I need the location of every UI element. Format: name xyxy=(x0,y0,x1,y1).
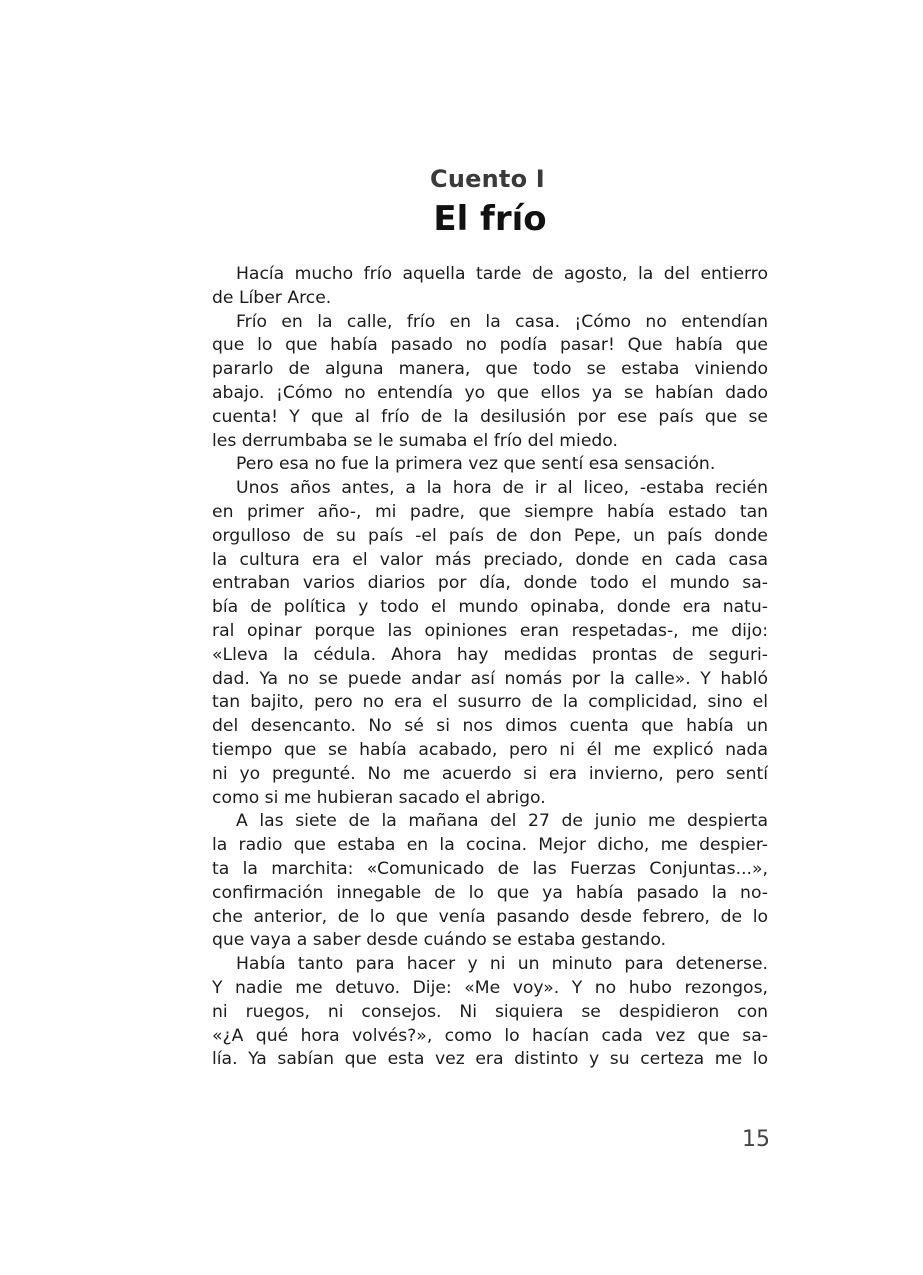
text-line: Pero esa no fue la primera vez que sentí esa sensación. xyxy=(236,454,716,475)
text-line: les derrumbaba se le sumaba el frío del miedo. xyxy=(212,430,618,451)
text-line: tan bajito, pero no era el susurro de la complicidad, sino el xyxy=(212,692,768,713)
text-line: «Lleva la cédula. Ahora hay medidas prontas de seguri- xyxy=(212,644,768,665)
text-line: la cultura era el valor más preciado, donde en cada casa xyxy=(212,549,768,570)
text-line: que lo que había pasado no podía pasar! Que había que xyxy=(212,335,768,356)
text-line: ni yo pregunté. No me acuerdo si era invierno, pero sentí xyxy=(212,763,768,784)
text-line: «¿A qué hora volvés?», como lo hacían cada vez que sa- xyxy=(212,1025,768,1046)
text-line: Hacía mucho frío aquella tarde de agosto, la del entierro xyxy=(236,264,768,284)
page-number: 15 xyxy=(742,1127,770,1152)
text-line: Frío en la calle, frío en la casa. ¡Cómo no entendían xyxy=(236,311,768,332)
text-line: en primer año-, mi padre, que siempre había estado tan xyxy=(212,501,768,522)
text-line: la radio que estaba en la cocina. Mejor dicho, me despier- xyxy=(212,835,768,856)
text-line: que vaya a saber desde cuándo se estaba gestando. xyxy=(212,930,667,951)
text-line: A las siete de la mañana del 27 de junio me despierta xyxy=(236,811,768,832)
text-line: ni ruegos, ni consejos. Ni siquiera se despidieron con xyxy=(212,1001,768,1022)
text-line: dad. Ya no se puede andar así nomás por la calle». Y habló xyxy=(212,668,768,689)
text-line: cuenta! Y que al frío de la desilusión por ese país que se xyxy=(212,406,768,427)
text-line: abajo. ¡Cómo no entendía yo que ellos ya se habían dado xyxy=(212,382,768,403)
story-body xyxy=(212,263,768,1072)
text-line: lía. Ya sabían que esta vez era distinto y su certeza me lo xyxy=(212,1049,768,1070)
chapter-title: El frío xyxy=(433,199,547,239)
text-line: tiempo que se había acabado, pero ni él me explicó nada xyxy=(212,739,768,760)
text-line: de Líber Arce. xyxy=(212,287,332,308)
text-line: bía de política y todo el mundo opinaba, donde era natu- xyxy=(212,597,768,618)
text-line: Había tanto para hacer y ni un minuto para detenerse. xyxy=(236,954,768,975)
text-line: del desencanto. No sé si nos dimos cuenta que había un xyxy=(212,716,768,737)
text-line: entraban varios diarios por día, donde todo el mundo sa- xyxy=(212,573,768,594)
text-line: como si me hubieran sacado el abrigo. xyxy=(212,787,546,808)
text-line: ral opinar porque las opiniones eran respetadas-, me dijo: xyxy=(212,620,768,641)
text-line: che anterior, de lo que venía pasando desde febrero, de lo xyxy=(212,906,768,927)
text-line: Unos años antes, a la hora de ir al liceo, -estaba recién xyxy=(236,478,768,499)
chapter-subtitle: Cuento I xyxy=(430,165,545,193)
text-line: pararlo de alguna manera, que todo se estaba viniendo xyxy=(212,359,768,380)
text-line: ta la marchita: «Comunicado de las Fuerzas Conjuntas...», xyxy=(212,858,768,879)
text-line: orgulloso de su país -el país de don Pepe, un país donde xyxy=(212,525,768,546)
text-line: Y nadie me detuvo. Dije: «Me voy». Y no hubo rezongos, xyxy=(212,977,768,998)
text-line: confirmación innegable de lo que ya había pasado la no- xyxy=(212,882,768,903)
